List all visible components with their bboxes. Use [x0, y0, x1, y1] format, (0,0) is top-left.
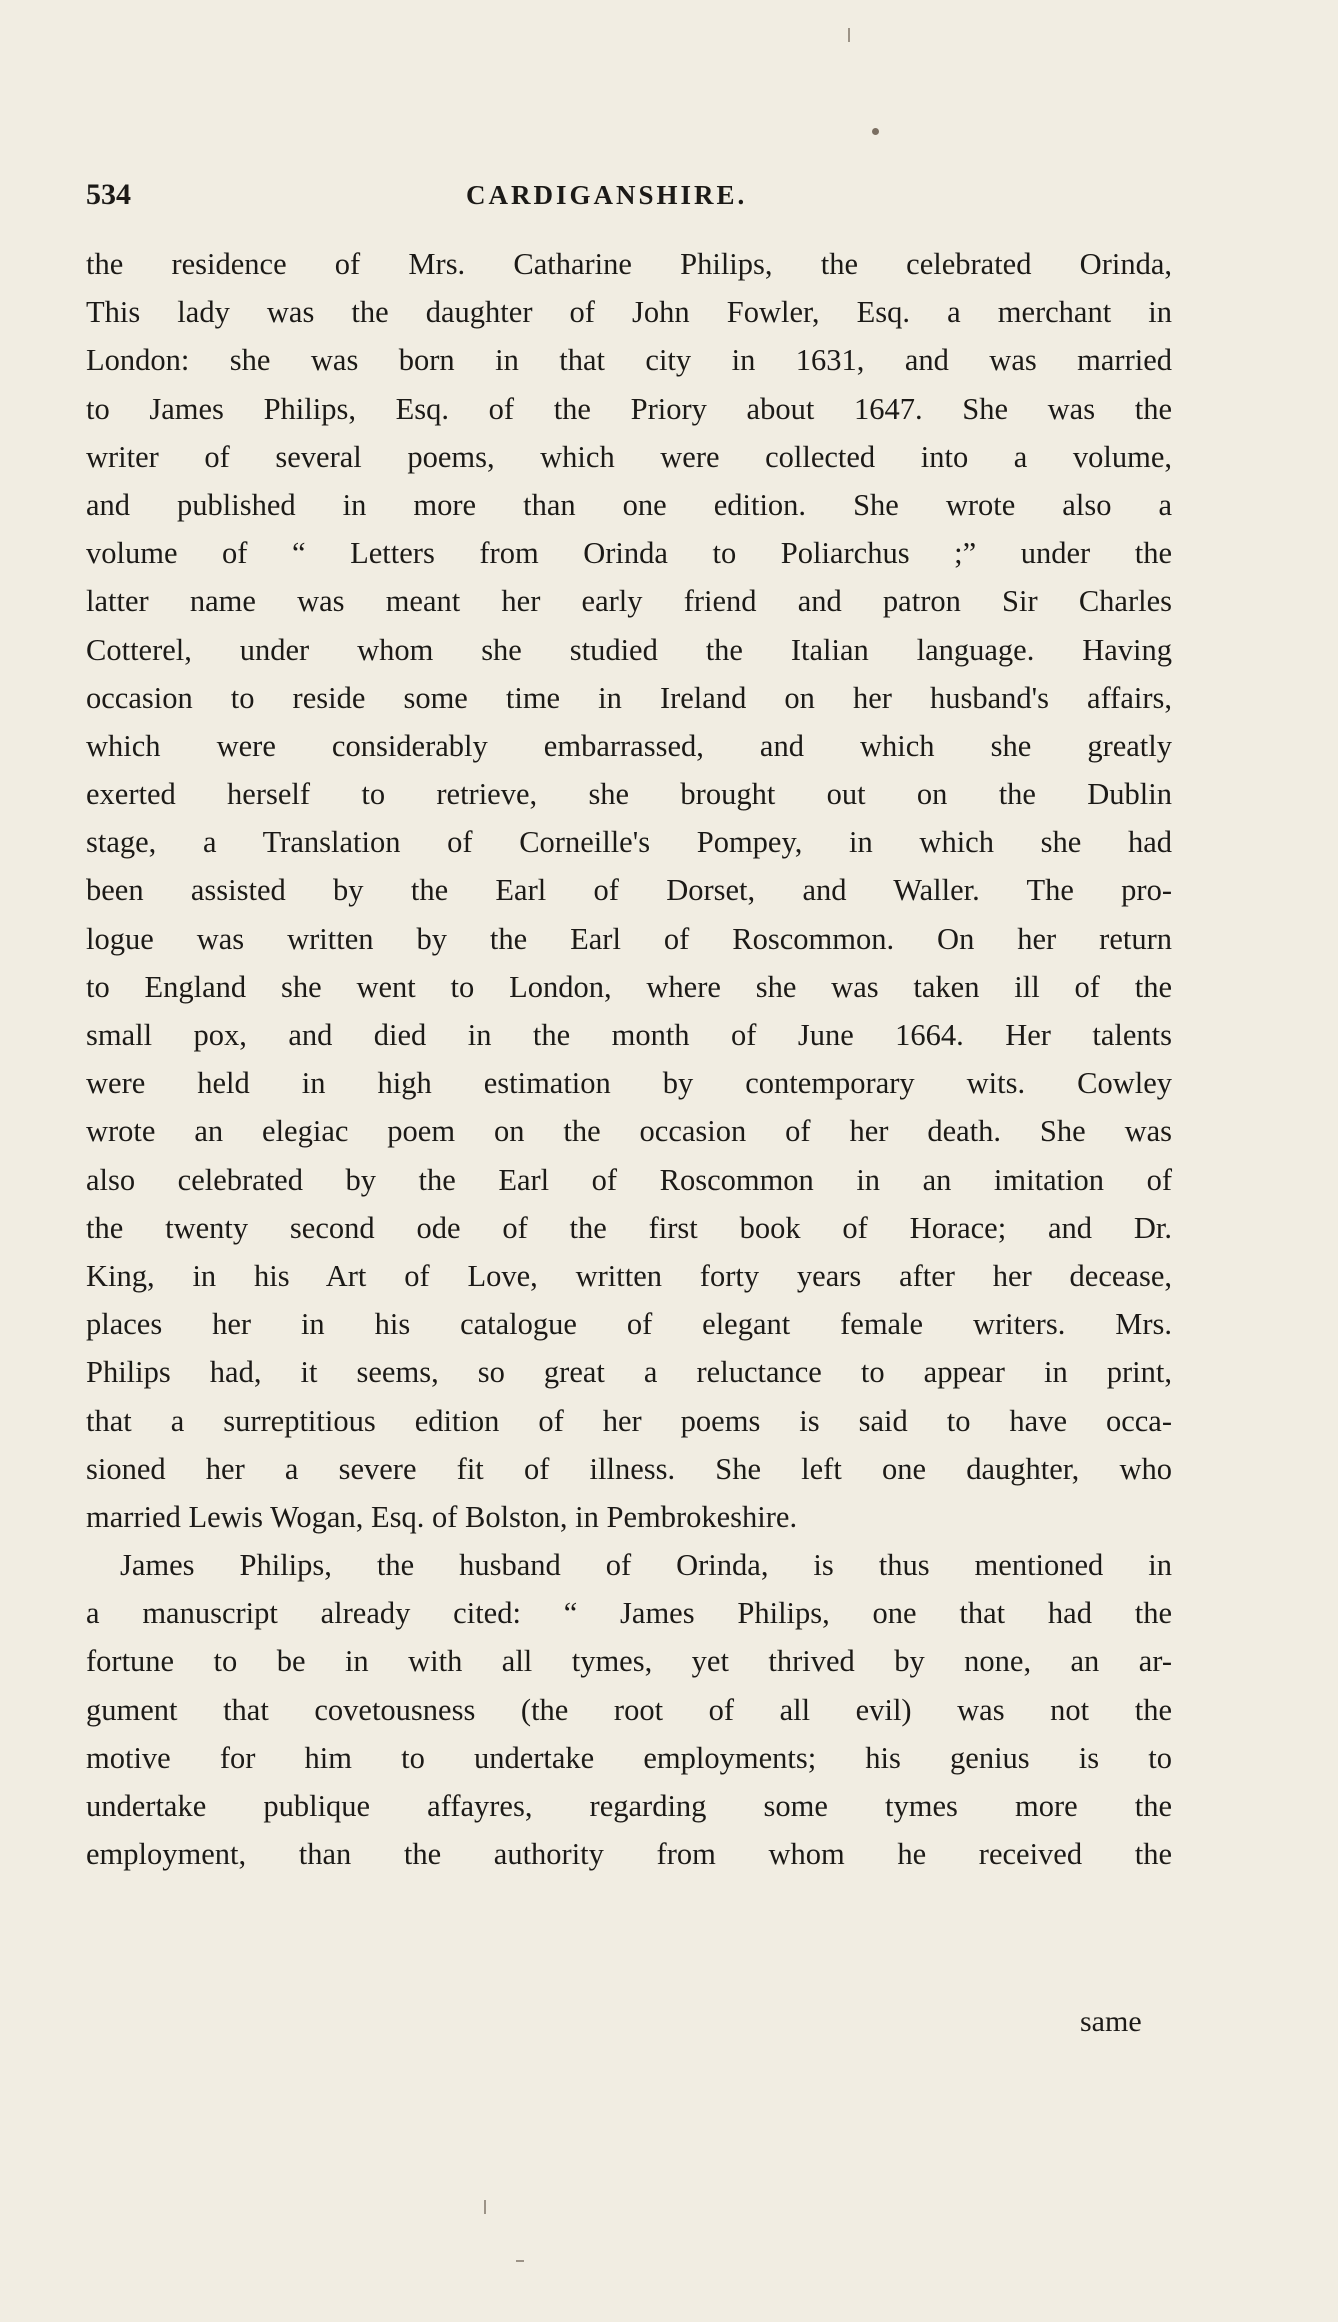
text-line: occasion to reside some time in Ireland on her husband's affairs,	[86, 680, 1172, 715]
text-line: married Lewis Wogan, Esq. of Bolston, in Pembrokeshire.	[86, 1499, 798, 1534]
running-title: CARDIGANSHIRE.	[466, 180, 748, 210]
text-line: the twenty second ode of the first book of Horace; and Dr.	[86, 1210, 1172, 1245]
paper-mark	[516, 2260, 524, 2262]
page-header	[86, 178, 1146, 218]
paper-mark	[848, 28, 850, 42]
text-line: Cotterel, under whom she studied the Italian language. Having	[86, 632, 1172, 667]
text-line: exerted herself to retrieve, she brought out on the Dublin	[86, 777, 1172, 812]
text-line: to James Philips, Esq. of the Priory about 1647. She was the	[86, 391, 1172, 426]
text-line: the residence of Mrs. Catharine Philips, the celebrated Orinda,	[86, 247, 1172, 281]
text-line: This lady was the daughter of John Fowler, Esq. a merchant in	[86, 295, 1172, 330]
body-text	[86, 240, 1172, 1878]
page-number: 534	[86, 178, 131, 211]
text-line: motive for him to undertake employments; his genius is to	[86, 1740, 1172, 1775]
text-line: London: she was born in that city in 1631, and was married	[86, 343, 1172, 378]
text-line: Philips had, it seems, so great a reluctance to appear in print,	[86, 1355, 1172, 1390]
text-line: latter name was meant her early friend and patron Sir Charles	[86, 584, 1172, 619]
text-line: writer of several poems, which were collected into a volume,	[86, 439, 1172, 474]
text-line: small pox, and died in the month of June 1664. Her talents	[86, 1018, 1172, 1052]
text-line: volume of “ Letters from Orinda to Poliarchus ;” under the	[86, 536, 1172, 571]
text-line: logue was written by the Earl of Roscommon. On her return	[86, 921, 1172, 956]
text-line: King, in his Art of Love, written forty years after her decease,	[86, 1258, 1172, 1293]
text-line: were held in high estimation by contemporary wits. Cowley	[86, 1066, 1172, 1101]
text-line: employment, than the authority from whom he received the	[86, 1837, 1172, 1872]
printing-speck	[872, 128, 879, 135]
text-line: sioned her a severe fit of illness. She left one daughter, who	[86, 1451, 1172, 1486]
text-line: stage, a Translation of Corneille's Pompey, in which she had	[86, 825, 1172, 860]
catchword: same	[1080, 2005, 1142, 2038]
text-line: to England she went to London, where she was taken ill of the	[86, 969, 1172, 1004]
text-line: fortune to be in with all tymes, yet thrived by none, an ar-	[86, 1644, 1172, 1679]
text-line: been assisted by the Earl of Dorset, and Waller. The pro-	[86, 873, 1172, 908]
text-line: wrote an elegiac poem on the occasion of her death. She was	[86, 1114, 1172, 1149]
text-line: a manuscript already cited: “ James Philips, one that had the	[86, 1596, 1172, 1631]
text-line: gument that covetousness (the root of all evil) was not the	[86, 1692, 1172, 1727]
text-line: places her in his catalogue of elegant female writers. Mrs.	[86, 1307, 1172, 1342]
text-line: undertake publique affayres, regarding some tymes more the	[86, 1789, 1172, 1823]
text-line: James Philips, the husband of Orinda, is thus mentioned in	[120, 1548, 1172, 1583]
text-line: also celebrated by the Earl of Roscommon in an imitation of	[86, 1162, 1172, 1197]
paper-mark	[484, 2200, 486, 2214]
text-line: which were considerably embarrassed, and which she greatly	[86, 728, 1172, 763]
text-line: and published in more than one edition. She wrote also a	[86, 487, 1172, 522]
text-line: that a surreptitious edition of her poems is said to have occa-	[86, 1403, 1172, 1438]
